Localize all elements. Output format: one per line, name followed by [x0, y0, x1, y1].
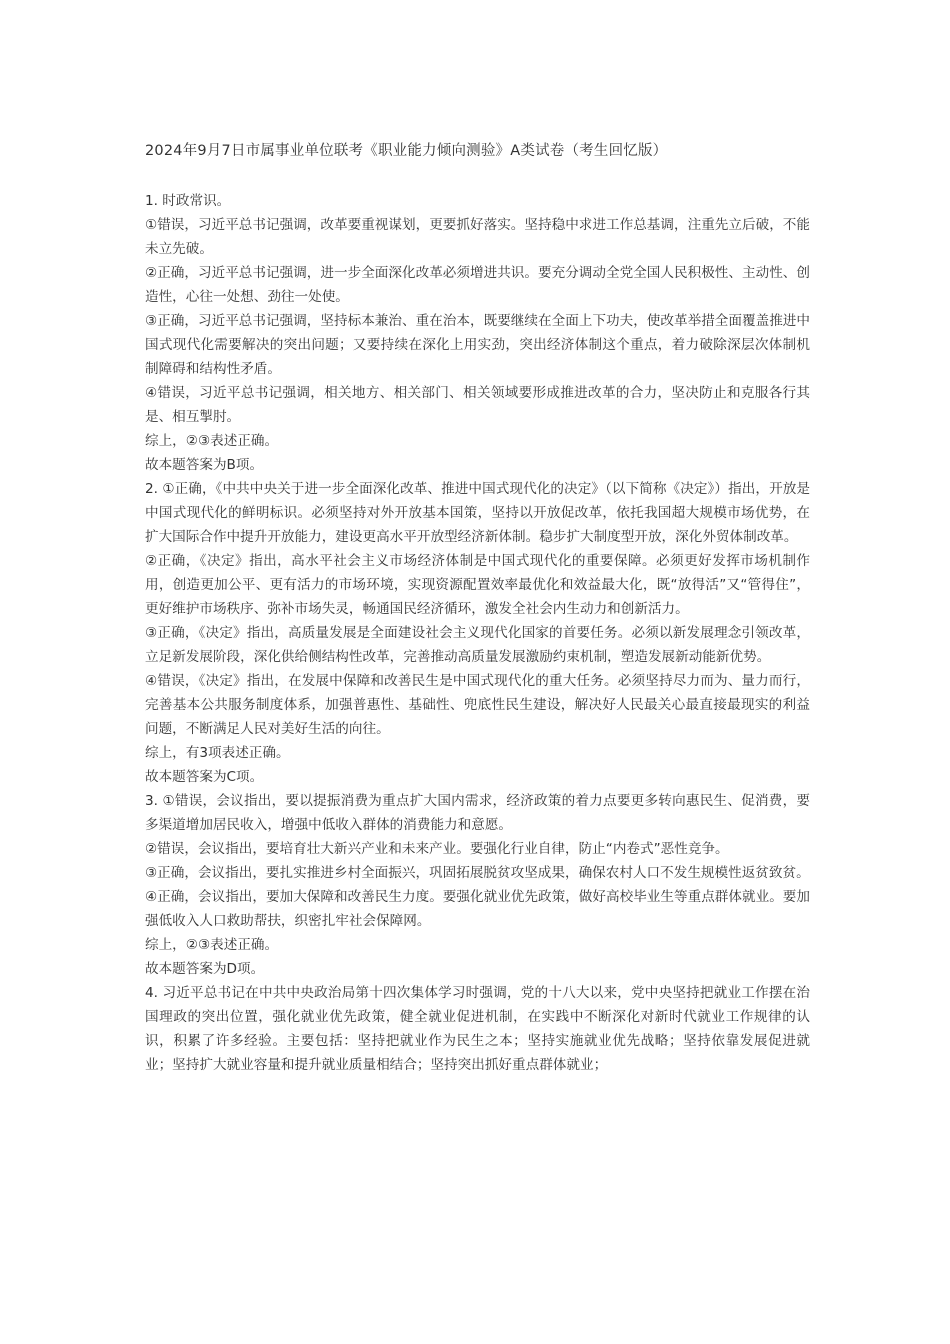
paragraph-q4-body: 4. 习近平总书记在中共中央政治局第十四次集体学习时强调，党的十八大以来，党中央坚持把就业工作摆在治国理政的突出位置，强化就业优先政策，健全就业促进机制，在实践中不断深化对新时代就业工作规律的认识，积累了许多经验。主要包括：坚持把就业作为民生之本；坚持实施就业优先战略；坚持依靠发展促进就业；坚持扩大就业容量和提升就业质量相结合；坚持突出抓好重点群体就业；	[145, 985, 810, 1073]
paragraph-q1-summary: 综上，②③表述正确。	[145, 433, 279, 449]
paragraph-q3-option-4: ④正确，会议指出，要加大保障和改善民生力度。要强化就业优先政策，做好高校毕业生等重点群体就业。要加强低收入人口救助帮扶，织密扎牢社会保障网。	[145, 889, 810, 929]
document-page	[145, 141, 810, 1077]
document-body	[145, 189, 810, 1077]
paragraph-q3-answer: 故本题答案为D项。	[145, 961, 265, 977]
paragraph-q2-option-2: ②正确，《决定》指出，高水平社会主义市场经济体制是中国式现代化的重要保障。必须更好发挥市场机制作用，创造更加公平、更有活力的市场环境，实现资源配置效率最优化和效益最大化，既“放得活”又“管得住”，更好维护市场秩序、弥补市场失灵，畅通国民经济循环，激发全社会内生动力和创新活力。	[145, 553, 810, 617]
paragraph-q1-option-2: ②正确，习近平总书记强调，进一步全面深化改革必须增进共识。要充分调动全党全国人民积极性、主动性、创造性，心往一处想、劲往一处使。	[145, 265, 810, 305]
paragraph-q1-heading: 1. 时政常识。	[145, 193, 231, 209]
paragraph-q2-option-3: ③正确，《决定》指出，高质量发展是全面建设社会主义现代化国家的首要任务。必须以新发展理念引领改革，立足新发展阶段，深化供给侧结构性改革，完善推动高质量发展激励约束机制，塑造发展新动能新优势。	[145, 625, 810, 665]
paragraph-q2-option-1: 2. ①正确，《中共中央关于进一步全面深化改革、推进中国式现代化的决定》（以下简称《决定》）指出，开放是中国式现代化的鲜明标识。必须坚持对外开放基本国策，坚持以开放促改革，依托我国超大规模市场优势，在扩大国际合作中提升开放能力，建设更高水平开放型经济新体制。稳步扩大制度型开放，深化外贸体制改革。	[145, 481, 810, 545]
paragraph-q3-option-3: ③正确，会议指出，要扎实推进乡村全面振兴，巩固拓展脱贫攻坚成果，确保农村人口不发生规模性返贫致贫。	[145, 865, 810, 881]
paragraph-q1-answer: 故本题答案为B项。	[145, 457, 264, 473]
paragraph-q3-option-1: 3. ①错误，会议指出，要以提振消费为重点扩大国内需求，经济政策的着力点要更多转向惠民生、促消费，要多渠道增加居民收入，增强中低收入群体的消费能力和意愿。	[145, 793, 810, 833]
paragraph-q1-option-3: ③正确，习近平总书记强调，坚持标本兼治、重在治本，既要继续在全面上下功夫，使改革举措全面覆盖推进中国式现代化需要解决的突出问题；又要持续在深化上用实劲，突出经济体制这个重点，着力破除深层次体制机制障碍和结构性矛盾。	[145, 313, 810, 377]
paragraph-q2-summary: 综上，有3项表述正确。	[145, 745, 290, 761]
paragraph-q2-answer: 故本题答案为C项。	[145, 769, 264, 785]
document-title: 2024年9月7日市属事业单位联考《职业能力倾向测验》A类试卷（考生回忆版）	[145, 143, 668, 159]
paragraph-q3-summary: 综上，②③表述正确。	[145, 937, 279, 953]
paragraph-q2-option-4: ④错误，《决定》指出，在发展中保障和改善民生是中国式现代化的重大任务。必须坚持尽力而为、量力而行，完善基本公共服务制度体系，加强普惠性、基础性、兜底性民生建设，解决好人民最关心最直接最现实的利益问题，不断满足人民对美好生活的向往。	[145, 673, 810, 737]
paragraph-q1-option-1: ①错误，习近平总书记强调，改革要重视谋划，更要抓好落实。坚持稳中求进工作总基调，注重先立后破，不能未立先破。	[145, 217, 810, 257]
paragraph-q3-option-2: ②错误，会议指出，要培育壮大新兴产业和未来产业。要强化行业自律，防止“内卷式”恶性竞争。	[145, 841, 729, 857]
paragraph-q1-option-4: ④错误，习近平总书记强调，相关地方、相关部门、相关领域要形成推进改革的合力，坚决防止和克服各行其是、相互掣肘。	[145, 385, 810, 425]
